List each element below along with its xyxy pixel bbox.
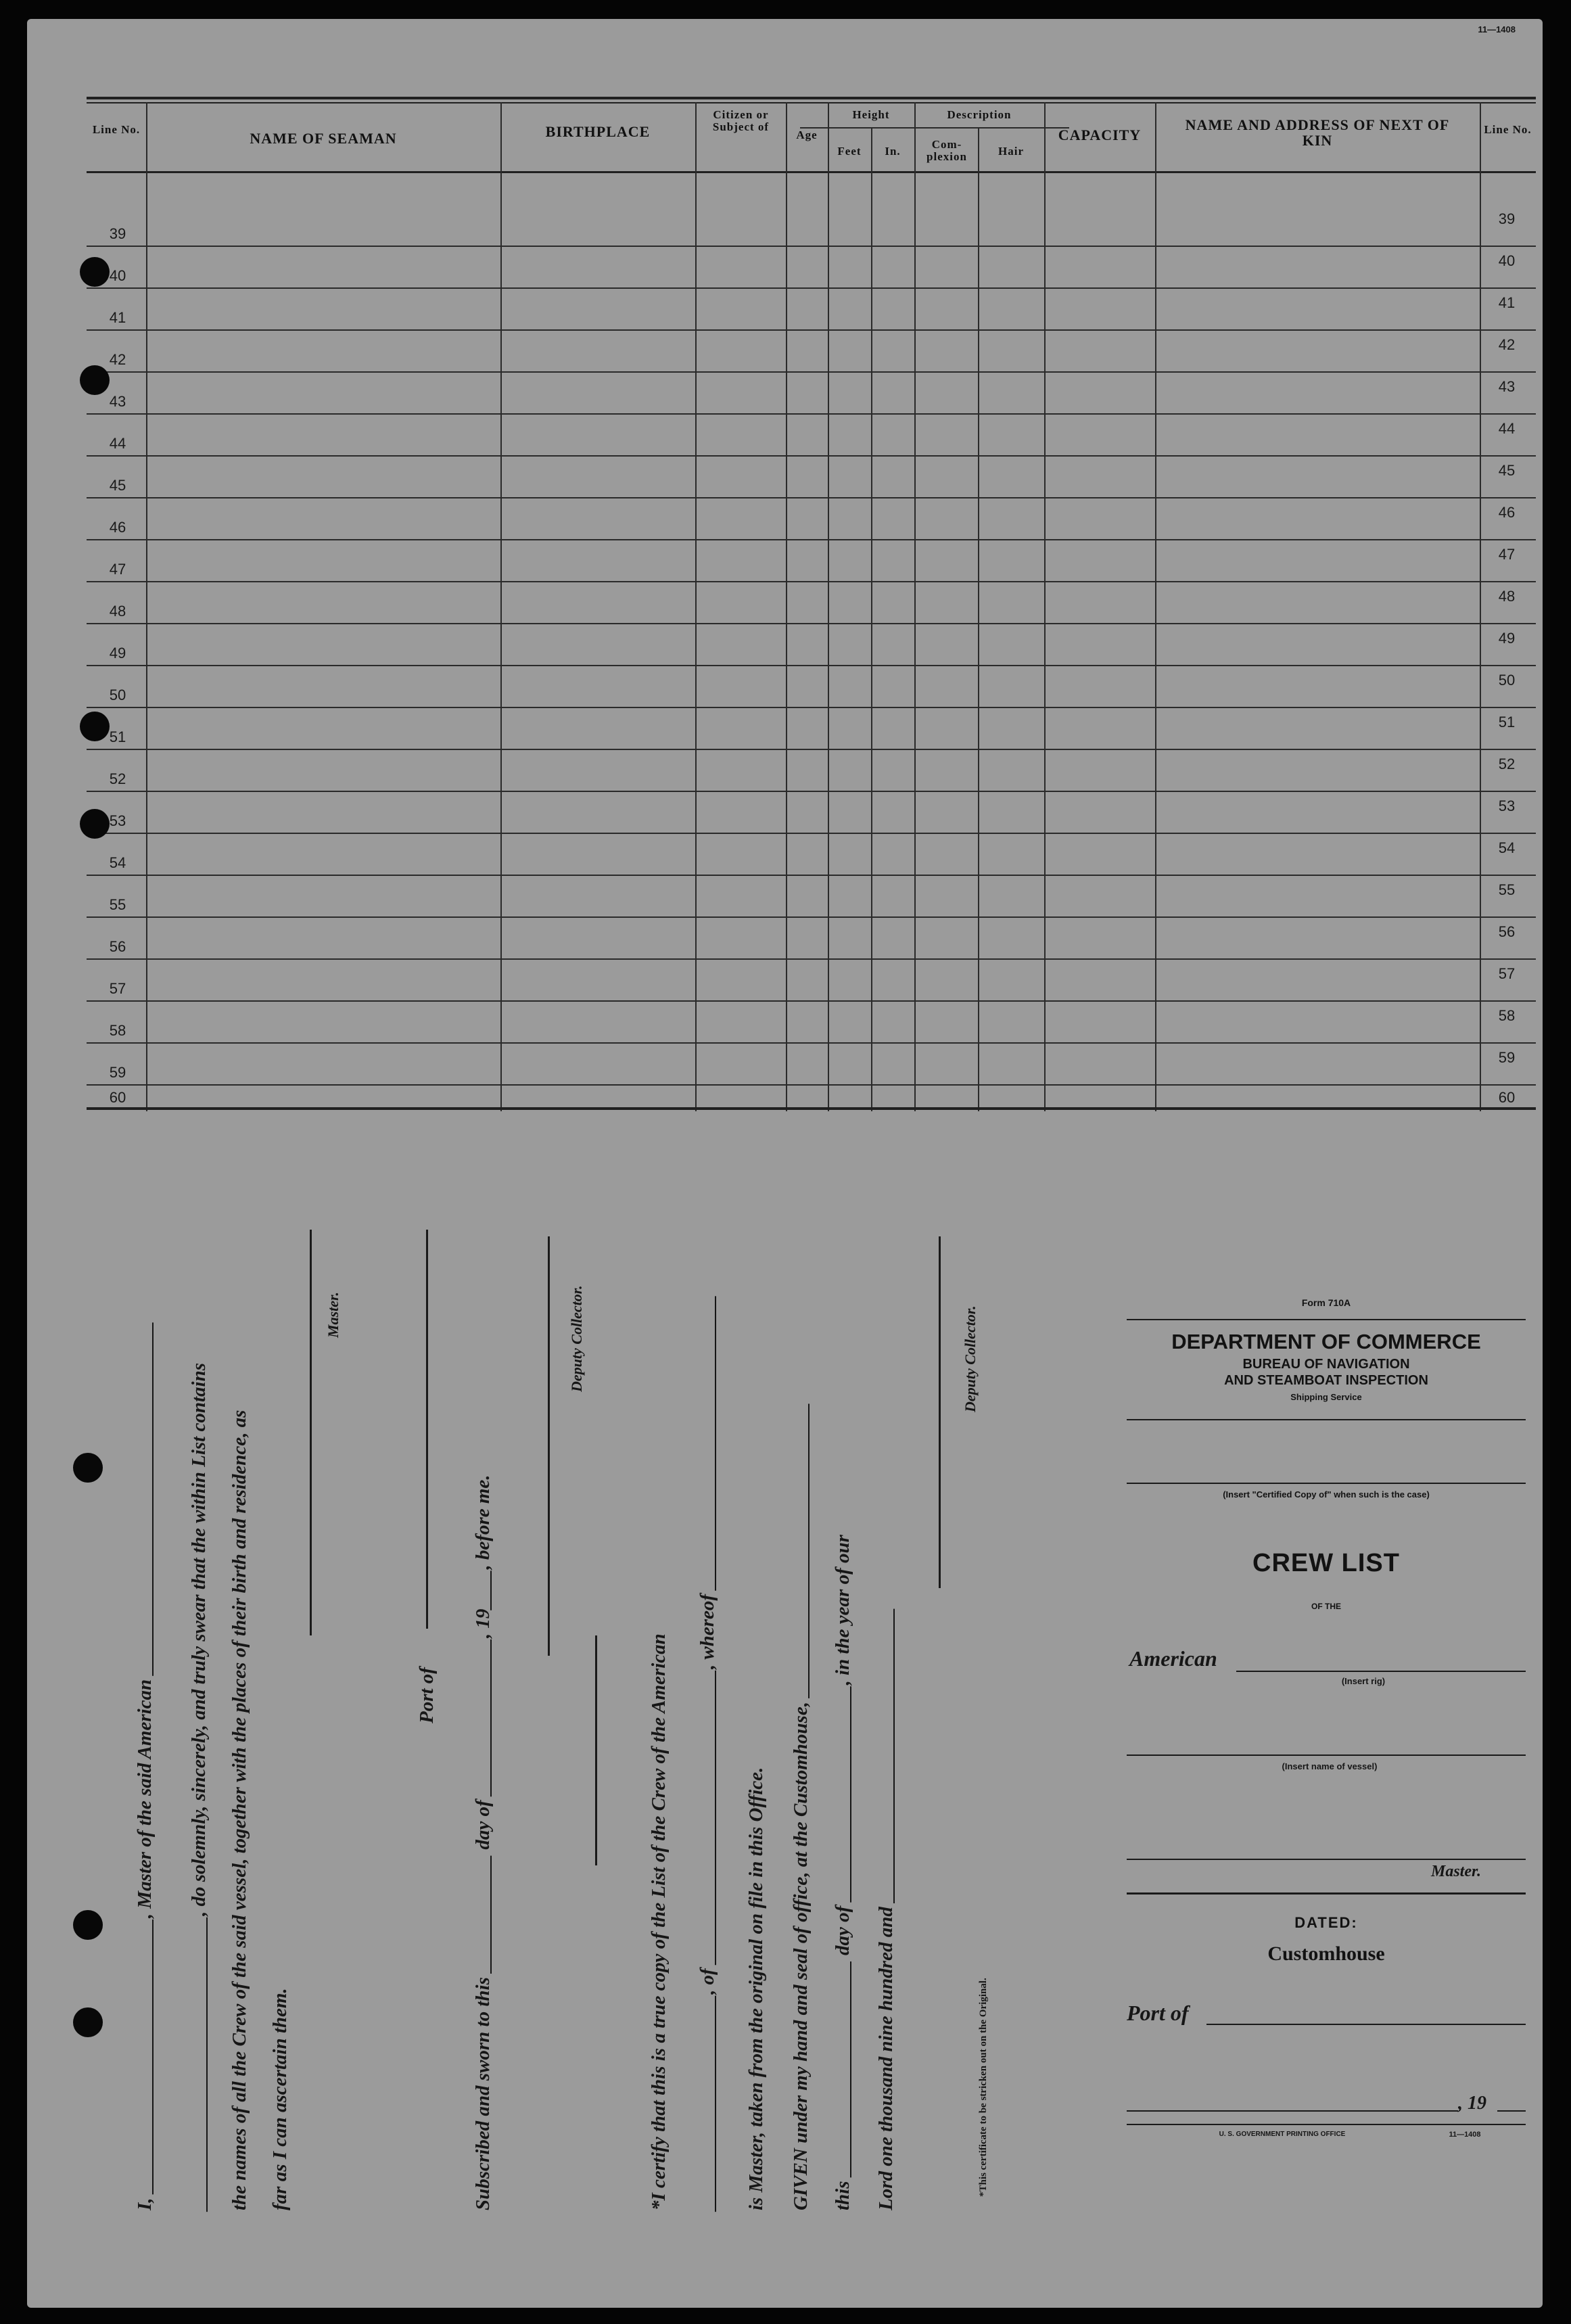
rig-line[interactable] [1236,1671,1526,1672]
row-rule [87,413,1536,415]
header-complexion: Com- plexion [927,138,967,163]
header-name-of-seaman: NAME OF SEAMAN [250,130,397,147]
cover-rule [1127,1419,1526,1420]
line-number-left: 56 [109,938,126,955]
port-of-label: Port of [416,1667,438,1723]
binder-hole [73,1453,103,1483]
department-title: DEPARTMENT OF COMMERCE [1171,1330,1481,1353]
form-number: Form 710A [1301,1297,1351,1308]
row-rule [87,1000,1536,1002]
line-number-left: 45 [109,477,126,494]
line-number-right: 59 [1498,1049,1516,1066]
binder-hole [80,809,110,839]
header-height: Height [852,108,890,121]
deputy-collector-2: Deputy Collector. [962,1305,979,1412]
row-rule [87,791,1536,792]
line-number-right: 53 [1498,797,1516,814]
oath-line-1: I, ____________________________, Master of the said American ____________________________________ [134,1321,156,2210]
line-number-left: 41 [109,309,126,326]
line-number-right: 42 [1498,336,1516,353]
bureau-line-2: AND STEAMBOAT INSPECTION [1224,1373,1428,1388]
subscribed-line: Subscribed and sworn to this ____________ day of ________________, 19____, before me. [472,1474,494,2210]
col-divider [695,102,697,1111]
header-bottom-rule [87,171,1536,173]
customhouse-label: Customhouse [1267,1943,1385,1965]
certified-copy-line [1127,1483,1526,1484]
row-rule [87,875,1536,876]
line-number-right: 49 [1498,630,1516,647]
line-number-left: 39 [109,225,126,242]
line-number-left: 54 [109,854,126,871]
row-rule [87,581,1536,582]
date-line[interactable] [1127,2110,1458,2112]
line-number-right: 44 [1498,420,1516,437]
line-number-right: 54 [1498,839,1516,856]
oath-line-3: the names of all the Crew of the said vessel, together with the places of their birth and residence, as [229,1410,250,2210]
line-number-right: 48 [1498,588,1516,605]
row-rule [87,371,1536,373]
row-rule [87,1042,1536,1044]
row-rule [87,916,1536,918]
binder-hole [80,712,110,741]
deputy-signature-line-2 [939,1236,941,1588]
table-bottom-rule [87,1107,1536,1110]
col-divider [1155,102,1156,1111]
line-number-left: 50 [109,687,126,703]
line-number-left: 44 [109,435,126,452]
port-of-line [426,1230,428,1629]
line-number-left: 42 [109,351,126,368]
certificate-footnote: *This certificate to be stricken out on the Original. [978,1978,989,2197]
cert-line-3: is Master, taken from the original on file in this Office. [745,1767,767,2210]
binder-hole [80,257,110,287]
line-number-right: 45 [1498,462,1516,479]
cover-bottom-rule [1127,2124,1526,2125]
american-label: American [1129,1646,1217,1671]
line-number-left: 52 [109,770,126,787]
master-name-line[interactable] [1127,1859,1526,1860]
col-divider [978,127,979,1111]
crew-table [87,97,1536,1113]
form-code-bottom: 11—1408 [1449,2131,1481,2139]
shipping-service: Shipping Service [1290,1392,1362,1402]
line-number-left: 57 [109,980,126,997]
form-code-top: 11—1408 [1478,24,1516,34]
binder-hole [80,365,110,395]
cover-panel [1127,1297,1526,2163]
line-number-left: 43 [109,393,126,410]
master-signature-line [310,1230,312,1635]
col-divider [914,102,916,1111]
insert-rig-note: (Insert rig) [1341,1676,1386,1686]
printer-credit: U. S. GOVERNMENT PRINTING OFFICE [1219,2131,1346,2138]
bureau-line-1: BUREAU OF NAVIGATION [1242,1357,1410,1372]
line-number-right: 56 [1498,923,1516,940]
line-number-left: 46 [109,519,126,536]
line-number-left: 58 [109,1022,126,1039]
col-divider [871,127,872,1111]
dated-label: DATED: [1294,1914,1358,1931]
line-number-right: 39 [1498,210,1516,227]
line-number-left: 49 [109,645,126,661]
oath-line-4: far as I can ascertain them. [269,1988,291,2210]
port-line[interactable] [1206,2024,1526,2025]
header-hair: Hair [998,145,1024,158]
header-feet: Feet [837,145,862,158]
line-number-left: 47 [109,561,126,578]
cert-line-6: Lord one thousand nine hundred and ______________________________ [875,1607,897,2210]
col-divider [828,102,829,1111]
row-rule [87,749,1536,750]
line-number-right: 46 [1498,504,1516,521]
of-the-label: OF THE [1311,1602,1341,1611]
line-number-left: 51 [109,728,126,745]
header-capacity: CAPACITY [1058,126,1142,143]
line-number-left: 40 [109,267,126,284]
deputy-collector-1: Deputy Collector. [568,1285,585,1392]
oath-line-2: ______________________________, do solemnly, sincerely, and truly swear that the within List contains [188,1362,210,2210]
row-rule [87,497,1536,498]
row-rule [87,665,1536,666]
table-top-rule-inner [87,102,1536,103]
subheader-rule [800,127,1069,129]
row-rule [87,623,1536,624]
binder-hole [73,2007,103,2037]
cover-top-rule [1127,1319,1526,1320]
header-line-no-left: Line No. [92,123,141,136]
line-number-right: 52 [1498,756,1516,772]
line-number-right: 57 [1498,965,1516,982]
line-number-right: 51 [1498,714,1516,730]
row-rule [87,287,1536,289]
row-rule [87,329,1536,331]
year-line[interactable] [1497,2110,1526,2112]
col-divider [1044,102,1046,1111]
line-number-left: 48 [109,603,126,620]
line-number-right: 41 [1498,294,1516,311]
line-number-right: 55 [1498,881,1516,898]
line-number-right: 47 [1498,546,1516,563]
cert-line-4: GIVEN under my hand and seal of office, at the Customhouse, ______________________________ [790,1402,812,2210]
line-number-left: 59 [109,1064,126,1081]
insert-vessel-note: (Insert name of vessel) [1282,1761,1378,1771]
line-number-right: 40 [1498,252,1516,269]
header-next-of-kin: NAME AND ADDRESS OF NEXT OF KIN [1185,116,1450,149]
cover-port-of-label: Port of [1127,2001,1189,2025]
col-divider [1480,102,1481,1111]
line-number-left: 53 [109,812,126,829]
insert-certified-note: (Insert "Certified Copy of" when such is the case) [1223,1489,1430,1500]
col-divider [146,102,147,1111]
line-number-right: 50 [1498,672,1516,689]
col-divider [786,102,787,1111]
table-top-rule [87,97,1536,99]
line-number-right: 43 [1498,378,1516,395]
line-number-left: 55 [109,896,126,913]
row-rule [87,1084,1536,1086]
cert-line-1: *I certify that this is a true copy of the List of the Crew of the American [648,1633,670,2210]
header-citizen: Citizen or Subject of [712,108,770,133]
line-number-right: 60 [1498,1089,1516,1106]
header-age: Age [796,129,818,141]
form-page [27,19,1543,2308]
vessel-name-line[interactable] [1127,1754,1526,1756]
header-line-no-right: Line No. [1484,123,1532,136]
row-rule [87,246,1536,247]
header-inches: In. [885,145,901,158]
cover-master-label: Master. [1431,1863,1482,1880]
row-rule [87,833,1536,834]
binder-hole [73,1910,103,1940]
header-description: Description [947,108,1012,121]
year-prefix: , 19 [1458,2093,1486,2114]
cert-line-5: this ______________________ day of ______________________, in the year of our [832,1535,853,2210]
cert-line-2: ______________________, of ______________________________, whereof ______________________________ [697,1295,718,2210]
row-rule [87,707,1536,708]
col-divider [500,102,502,1111]
line-number-left: 60 [109,1089,126,1106]
divider-rule [595,1635,597,1865]
row-rule [87,958,1536,960]
line-number-right: 58 [1498,1007,1516,1024]
crew-list-title: CREW LIST [1252,1549,1400,1577]
row-rule [87,455,1536,457]
row-rule [87,539,1536,540]
master-label: Master. [325,1292,342,1338]
deputy-signature-line-1 [548,1236,550,1656]
cover-divider [1127,1892,1526,1895]
header-birthplace: BIRTHPLACE [545,123,651,140]
